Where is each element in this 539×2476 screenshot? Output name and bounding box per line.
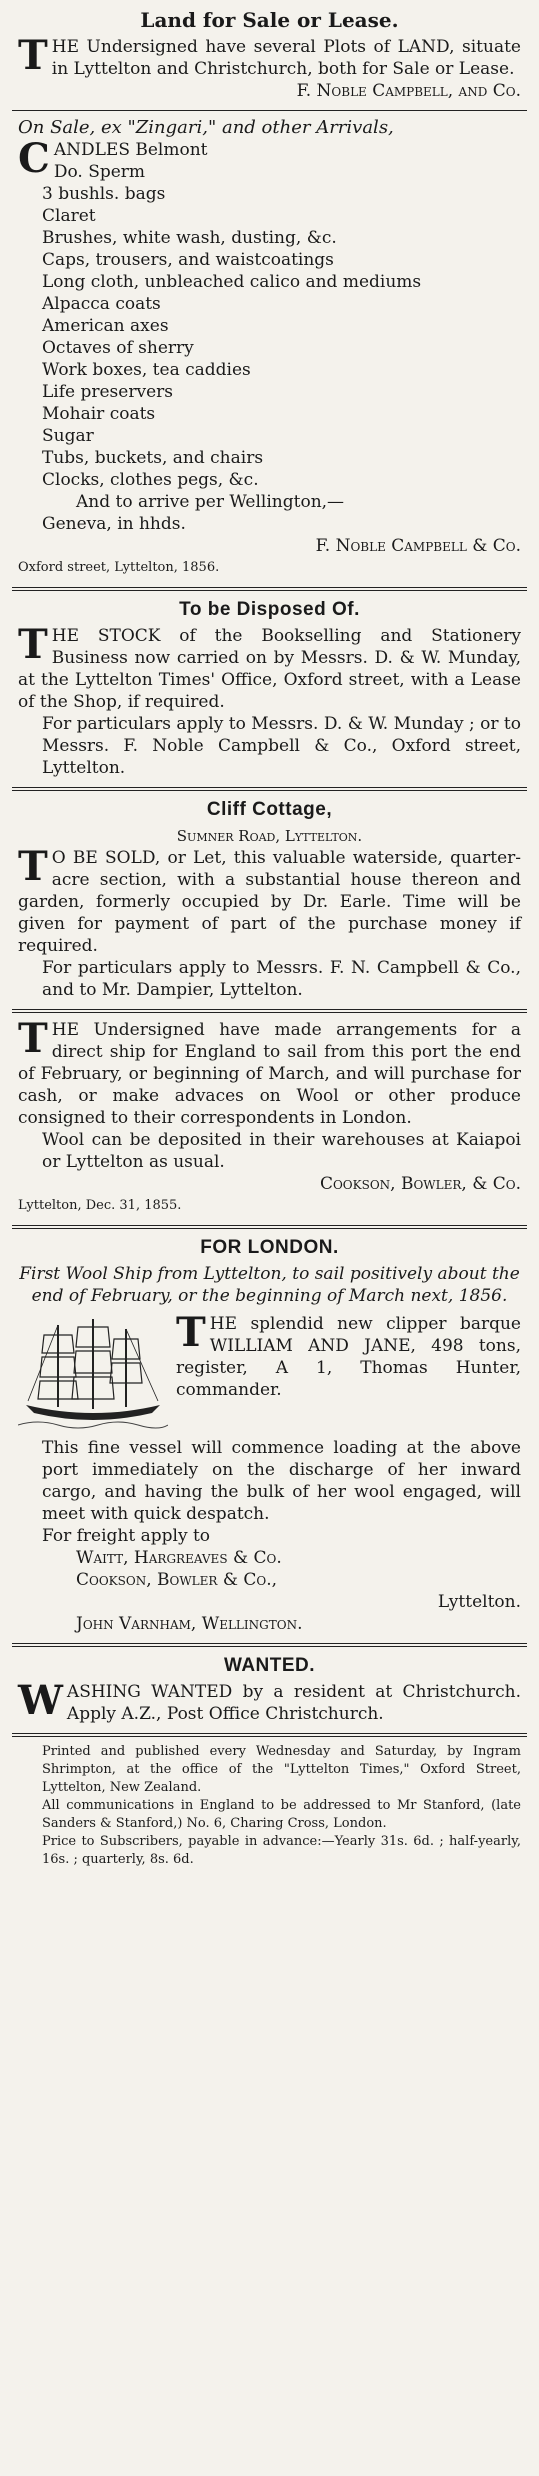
imprint-communications: All communications in England to be addressed to Mr Stanford, (late Sanders & Stanford,) No. 6, Charing Cross, London. [42, 1798, 521, 1831]
drop-cap: T [18, 32, 48, 79]
ad-heading: On Sale, ex "Zingari," and other Arrivals, [18, 117, 394, 138]
imprint-footer [12, 1737, 527, 1877]
ad-on-sale [12, 111, 527, 591]
ad-wanted [12, 1647, 527, 1737]
agent-2: Cookson, Bowler & Co., [76, 1570, 278, 1590]
list-item: Octaves of sherry [42, 338, 194, 358]
ad-title: FOR LONDON. [200, 1237, 339, 1258]
ad-text: ANDLES Belmont [53, 140, 208, 160]
list-item: Sugar [42, 426, 94, 446]
ad-wool: Wool can be deposited in their warehouses at Kaiapoi or Lyttelton as usual. [42, 1130, 521, 1172]
list-item: Clocks, clothes pegs, &c. [42, 470, 259, 490]
drop-cap: T [18, 621, 48, 668]
ad-title: Cliff Cottage, [206, 799, 333, 820]
list-item: American axes [42, 316, 169, 336]
list-item: Claret [42, 206, 96, 226]
drop-cap: T [18, 843, 48, 890]
geneva-line: Geneva, in hhds. [42, 514, 186, 534]
ad-apply: For particulars apply to Messrs. F. N. Campbell & Co., and to Mr. Dampier, Lyttelton. [42, 958, 521, 1000]
ad-title: To be Disposed Of. [179, 599, 360, 620]
ad-for-london [12, 1229, 527, 1647]
list-item: 3 bushls. bags [42, 184, 166, 204]
drop-cap: T [18, 1015, 48, 1062]
list-item: Do. Sperm [53, 162, 146, 182]
ad-text: ASHING WANTED by a resident at Christchurch. Apply A.Z., Post Office Christchurch. [66, 1682, 521, 1724]
ad-to-be-disposed [12, 591, 527, 791]
imprint-printed: Printed and published every Wednesday and Saturday, by Ingram Shrimpton, at the office of the "Lyttelton Times," Oxford Street, Lyttelton, New Zealand. [42, 1744, 521, 1795]
list-item: Brushes, white wash, dusting, &c. [42, 228, 337, 248]
ad-intro: First Wool Ship from Lyttelton, to sail positively about the end of February, or the beginning of March next, 1856. [19, 1264, 520, 1306]
ad-body [18, 843, 521, 957]
ad-body [18, 621, 521, 713]
ad-body [18, 1677, 521, 1725]
ad-land-for-sale [12, 0, 527, 111]
list-item: Life preservers [42, 382, 173, 402]
imprint-price: Price to Subscribers, payable in advance:—Yearly 31s. 6d. ; half-yearly, 16s. ; quarterly, 8s. 6d. [42, 1834, 521, 1867]
ad-title: WANTED. [223, 1655, 316, 1676]
ad-subtitle: Sumner Road, Lyttelton. [176, 827, 363, 845]
goods-list [18, 161, 521, 491]
list-item: Caps, trousers, and waistcoatings [42, 250, 334, 270]
list-item: Alpacca coats [42, 294, 161, 314]
list-item: Long cloth, unbleached calico and mediums [42, 272, 422, 292]
ad-text: HE Undersigned have several Plots of LAND, situate in Lyttelton and Christchurch, both for Sale or Lease. [51, 37, 521, 79]
ad-body [18, 1015, 521, 1129]
ad-text: HE STOCK of the Bookselling and Stationery Business now carried on by Messrs. D. & W. Munday, at the Lyttelton Times' Office, Oxford street, with a Lease of the Shop, if required. [18, 626, 521, 712]
ad-signature: F. Noble Campbell, and Co. [296, 81, 521, 101]
ad-direct-ship [12, 1013, 527, 1229]
agent-3: John Varnham, Wellington. [76, 1614, 303, 1634]
list-item: Mohair coats [42, 404, 156, 424]
ad-signature: Cookson, Bowler, & Co. [319, 1174, 521, 1194]
ad-dateline: Lyttelton, Dec. 31, 1855. [18, 1198, 182, 1213]
ad-body: This fine vessel will commence loading at the above port immediately on the discharge of her inward cargo, and having the bulk of her wool engaged, will meet with quick despatch. [42, 1438, 521, 1524]
ad-body [18, 32, 521, 80]
ad-apply: For particulars apply to Messrs. D. & W. Munday ; or to Messrs. F. Noble Campbell & Co., Oxford street, Lyttelton. [42, 714, 521, 778]
ad-apply: For freight apply to [42, 1526, 211, 1546]
ad-text: HE splendid new clipper barque WILLIAM AND JANE, 498 tons, register, A 1, Thomas Hunter, commander. [176, 1314, 521, 1400]
drop-cap: W [18, 1677, 63, 1724]
ad-text: O BE SOLD, or Let, this valuable waterside, quarter-acre section, with a substantial house thereon and garden, formerly occupied by Dr. Earle. Time will be given for payment of part of the purchase money if required. [18, 848, 521, 956]
ad-text: HE Undersigned have made arrangements for a direct ship for England to sail from this port the end of February, or beginning of March, and will purchase for cash, or make advaces on Wool or other produce consigned to their correspondents in London. [18, 1020, 521, 1128]
list-item: Tubs, buckets, and chairs [42, 448, 264, 468]
to-arrive-line: And to arrive per Wellington,— [76, 492, 345, 512]
ad-signature: F. Noble Campbell & Co. [315, 536, 521, 556]
drop-cap: C [18, 135, 50, 182]
list-item: Work boxes, tea caddies [42, 360, 251, 380]
ad-title: Land for Sale or Lease. [140, 8, 399, 32]
ad-dateline: Oxford street, Lyttelton, 1856. [18, 560, 220, 575]
ad-cliff-cottage [12, 791, 527, 1013]
drop-cap: T [176, 1309, 206, 1356]
agent-1: Waitt, Hargreaves & Co. [76, 1548, 282, 1568]
ship-illustration-icon [18, 1313, 168, 1433]
agent-2-place: Lyttelton. [437, 1592, 521, 1612]
ship-block [18, 1309, 521, 1437]
newspaper-column [12, 0, 527, 1877]
